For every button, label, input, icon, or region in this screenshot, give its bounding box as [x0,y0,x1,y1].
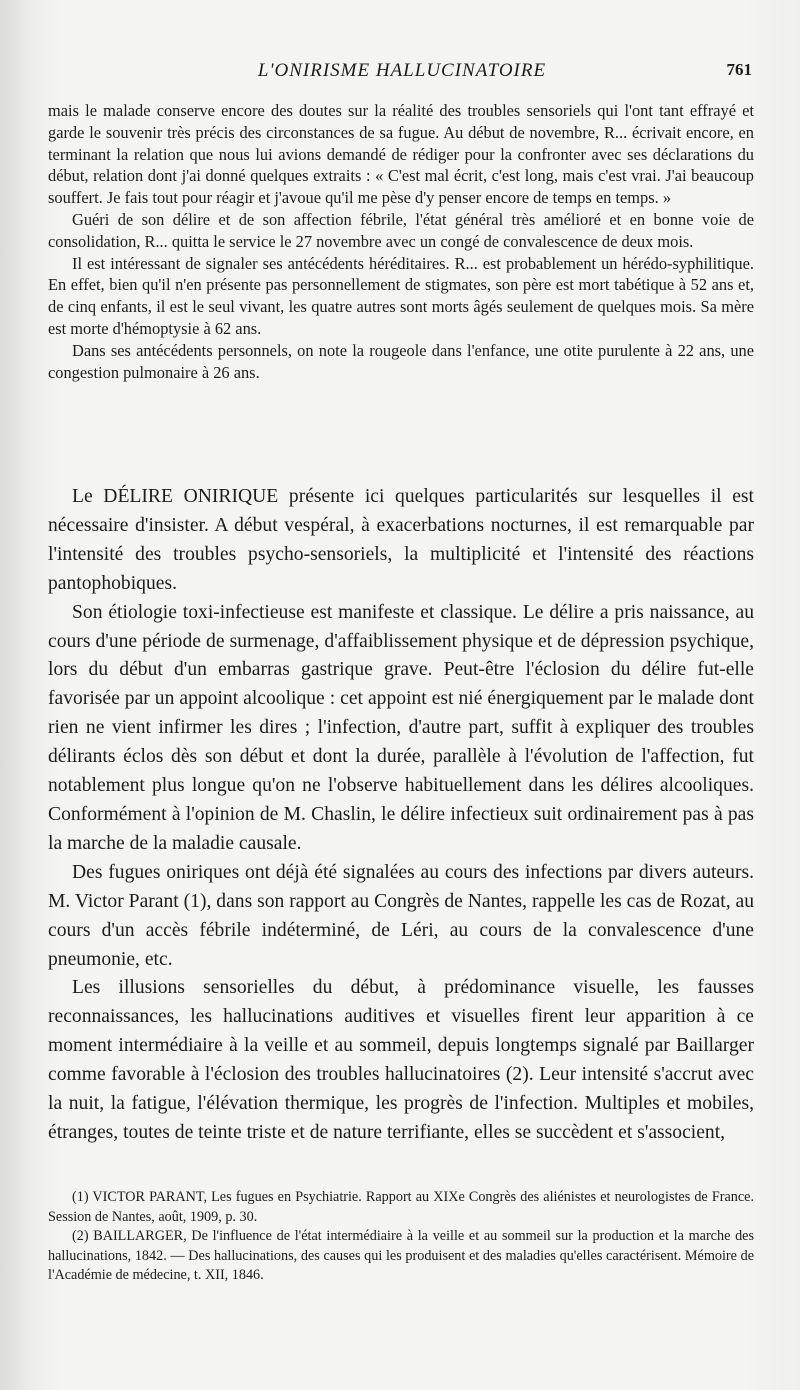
paragraph-etiology: Son étiologie toxi-infectieuse est manifeste et classique. Le délire a pris naissance, au cours d'une période de surmenage, d'affaiblissement physique et de dépression psychique, lors du début d'un embarras gastrique grave. Peut-être l'éclosion du délire fut-elle favorisée par un appoint alcoolique : cet appoint est nié énergiquement par le malade dont rien ne vient infirmer les dires ; l'infection, d'autre part, suffit à expliquer des troubles délirants éclos dès son début et dont la durée, parallèle à l'évolution de l'affection, fut notablement plus longue qu'on ne l'observe habituellement dans les délires alcooliques. Conformément à l'opinion de M. Chaslin, le délire infectieux suit ordinairement pas à pas la marche de la maladie causale. [48,601,754,854]
footnotes [48,1188,754,1286]
paragraph-hereditary-history: Il est intéressant de signaler ses antécédents héréditaires. R... est probablement un hérédo-syphilitique. En effet, bien qu'il n'en présente pas personnellement de stigmates, son père est mort tabétique à 52 ans et, de cinq enfants, il est le seul vivant, les quatre autres sont morts âgés seulement de quelques mois. Sa mère est morte d'hémoptysie à 62 ans. [48,253,754,338]
footnote-1: (1) VICTOR PARANT, Les fugues en Psychiatrie. Rapport au XIXe Congrès des aliénistes et neurologistes de France. Session de Nantes, août, 1909, p. 30. [48,1189,754,1225]
page-header [52,60,752,84]
running-title: L'ONIRISME HALLUCINATOIRE [257,60,547,81]
paragraph-personal-history: Dans ses antécédents personnels, on note la rougeole dans l'enfance, une otite purulente à 22 ans, une congestion pulmonaire à 26 ans. [48,340,754,382]
discussion-section [48,483,754,1148]
paragraph-recovery: Guéri de son délire et de son affection fébrile, l'état général très amélioré et en bonne voie de consolidation, R... quitta le service le 27 novembre avec un congé de convalescence de deux mois. [48,209,754,251]
paragraph-oniric-delirium: Le DÉLIRE ONIRIQUE présente ici quelques particularités sur lesquelles il est nécessaire d'insister. A début vespéral, à exacerbations nocturnes, il est remarquable par l'intensité des troubles psycho-sensoriels, la multiplicité et l'intensité des réactions pantophobiques. [48,486,754,594]
footnote-2: (2) BAILLARGER, De l'influence de l'état intermédiaire à la veille et au sommeil sur la production et la marche des hallucinations, 1842. — Des hallucinations, des causes qui les produisent et des maladies qu'elles caractérisent. Mémoire de l'Académie de médecine, t. XII, 1846. [48,1228,754,1284]
paragraph-oniric-fugues: Des fugues oniriques ont déjà été signalées au cours des infections par divers auteurs. M. Victor Parant (1), dans son rapport au Congrès de Nantes, rappelle les cas de Rozat, au cours d'un accès fébrile indéterminé, de Léri, au cours de la convalescence d'une pneumonie, etc. [48,861,754,970]
page-number: 761 [726,60,752,79]
case-report-section [48,100,754,383]
paragraph-patient-doubts: mais le malade conserve encore des doutes sur la réalité des troubles sensoriels qui l'ont tant effrayé et garde le souvenir très précis des circonstances de sa fugue. Au début de novembre, R... écrivait encore, en terminant la relation que nous lui avions demandé de rédiger pour la confronter avec ses déclarations du début, relation dont j'ai donné quelques extraits : « C'est mal écrit, c'est long, mais c'est vrai. J'ai beaucoup souffert. Je fais tout pour réagir et j'avoue qu'il me pèse d'y penser encore de temps en temps. » [48,101,754,208]
paragraph-sensory-illusions: Les illusions sensorielles du début, à prédominance visuelle, les fausses reconnaissances, les hallucinations auditives et visuelles firent leur apparition à ce moment intermédiaire à la veille et au sommeil, depuis longtemps signalé par Baillarger comme favorable à l'éclosion des troubles hallucinatoires (2). Leur intensité s'accrut avec la nuit, la fatigue, l'élévation thermique, les progrès de l'infection. Multiples et mobiles, étranges, toutes de teinte triste et de nature terrifiante, elles se succèdent et s'associent, [48,977,754,1143]
